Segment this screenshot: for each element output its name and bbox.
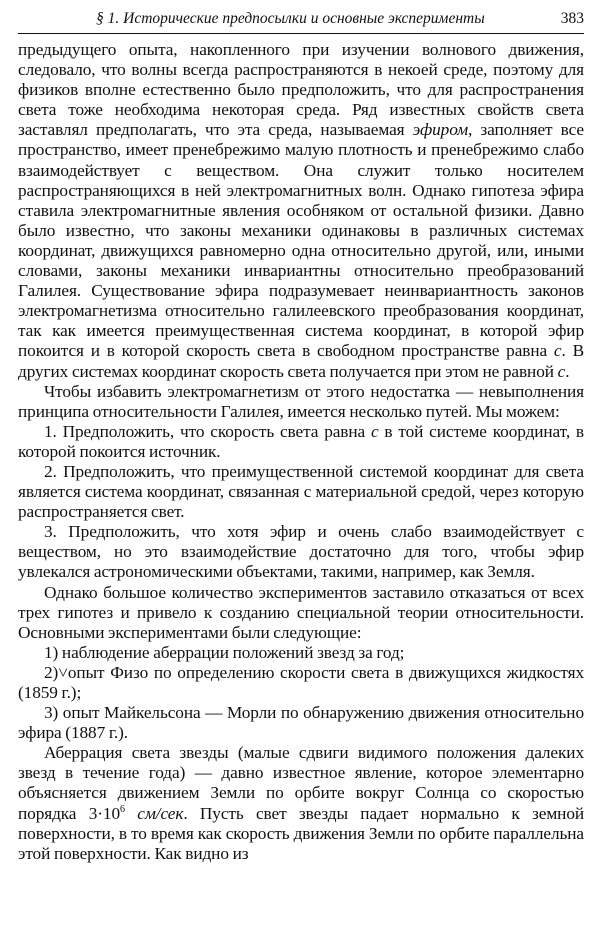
text-run: . <box>565 361 570 381</box>
paragraph-aberration <box>18 743 584 864</box>
symbol-c: с <box>370 421 379 441</box>
hypothesis-1 <box>18 422 584 462</box>
text-run: 1. Предположить, что скорость света равна <box>44 421 371 441</box>
section-title: § 1. Исторические предпосылки и основные эксперименты <box>96 10 485 27</box>
text-run: , заполняет все пространство, имеет пренебрежимо малую плотность и пренебрежимо слабо взаимодействует с веществом. Она служит только носителем распространяющихся в ней электромагнитных волн. Однако гипотеза эфира ставила электромагнитные явления особняком от остальной физики. Давно было известно, что законы механики одинаковы в различных системах координат, движущихся равномерно одна относительно другой, или, иными словами, законы механики инвариантны относительно преобразований Галилея. Существование эфира подразумевает неинвариантность законов электромагнетизма относительно галилеевского преобразования координат, так как имеется преимущественная система координат, в которой эфир покоится и в которой скорость света в свободном пространстве равна <box>18 120 584 361</box>
text-run: . В других системах координат скорость света получается при этом не равной <box>18 341 584 381</box>
running-header <box>18 8 584 34</box>
page-number: 383 <box>560 10 584 27</box>
text-run: в той системе координат, в которой покоится источник. <box>18 421 584 461</box>
text-run: Аберрация света звезды (малые сдвиги видимого положения далеких звезд в течение года) — давно известное явление, которое элементарно объясняется движением Земли по орбите вокруг Солнца со скоростью порядка 3·10 <box>18 743 584 823</box>
book-page <box>18 8 584 864</box>
paragraph-ways: Чтобы избавить электромагнетизм от этого недостатка — невыполнения принципа относительности Галилея, имеется несколько путей. Мы можем: <box>18 381 584 421</box>
hypothesis-3: 3. Предположить, что хотя эфир и очень слабо взаимодействует с веществом, но это взаимодействие достаточно для того, чтобы эфир увлекался астрономическими объектами, такими, например, как Земля. <box>18 522 584 582</box>
hypothesis-2: 2. Предположить, что преимущественной системой координат для света является система координат, связанная с материальной средой, через которую распространяется свет. <box>18 461 584 522</box>
paragraph-experiments: Однако большое количество экспериментов заставило отказаться от всех трех гипотез и привело к созданию специальной теории относительности. Основными экспериментами были следующие: <box>18 582 584 642</box>
symbol-c: с <box>553 341 562 361</box>
body-text <box>18 40 584 864</box>
experiment-2: 2)˅опыт Физо по определению скорости света в движущихся жидкостях (1859 г.); <box>18 662 584 702</box>
experiment-3: 3) опыт Майкельсона — Морли по обнаружению движения относительно эфира (1887 г.). <box>18 703 584 743</box>
paragraph-ether <box>18 40 584 382</box>
experiment-1: 1) наблюдение аберрации положений звезд за год; <box>44 642 405 662</box>
unit: см/сек <box>124 803 184 823</box>
emphasized-term: эфиром <box>412 120 469 140</box>
exponent: 6 <box>120 803 125 815</box>
text-run: предыдущего опыта, накопленного при изучении волнового движения, следовало, что волны всегда распространяются в некоей среде, поэтому для физиков вполне естественно было предположить, что для распространения света тоже необходима некоторая среда. Ряд известных свойств света заставлял предполагать, что эта среда, называемая <box>18 40 584 140</box>
text-run: . Пусть свет звезды падает нормально к земной поверхности, в то время как скорость движения Земли по орбите параллельна этой поверхности. Как видно из <box>18 803 585 863</box>
symbol-c: с <box>557 361 566 381</box>
